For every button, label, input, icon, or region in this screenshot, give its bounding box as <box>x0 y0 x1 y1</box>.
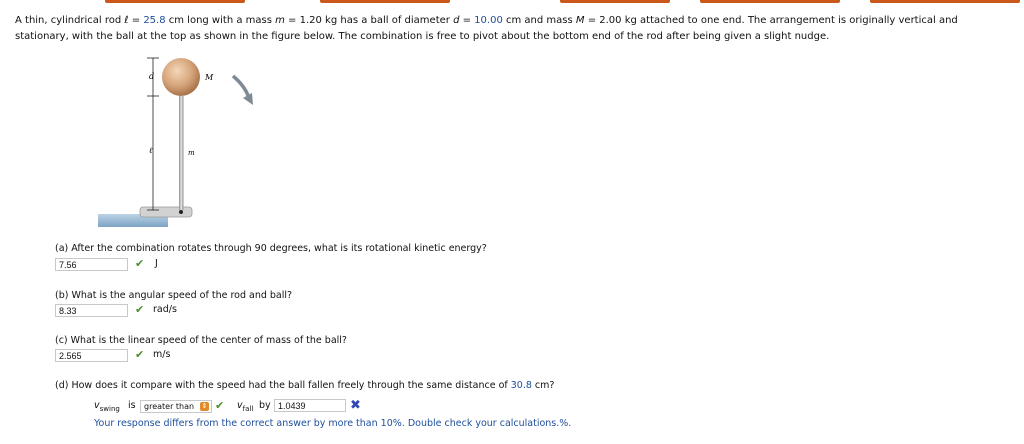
unit-c: m/s <box>153 349 171 360</box>
v-fall-label: $v_{fall}$ <box>237 400 254 413</box>
ball <box>162 58 200 96</box>
is-label: is <box>128 400 136 411</box>
select-arrow-icon[interactable]: ⇕ <box>201 402 208 410</box>
label-ell: ℓ <box>149 146 153 155</box>
tab-indicator[interactable] <box>560 0 670 3</box>
unit-b: rad/s <box>153 304 177 315</box>
problem-statement: A thin, cylindrical rod ℓ = 25.8 cm long with a mass m = 1.20 kg has a ball of diameter d = 10.00 cm and mass M = 2.00 kg attached to one end. The arrangement is originally vertical and stationary, with the ball at the top as shown in the figure below. The combination is free to pivot about the bottom end of the rod after being given a slight nudge. <box>15 15 958 42</box>
tab-indicator[interactable] <box>870 0 1020 3</box>
label-M: M <box>205 73 214 82</box>
answer-d-input[interactable]: 1.0439 <box>274 399 346 412</box>
tab-indicator[interactable] <box>320 0 450 3</box>
v-swing-label: $v_{swing}$ <box>94 400 120 413</box>
x-icon: ✖ <box>350 398 361 413</box>
pivot-point <box>179 210 183 214</box>
rod <box>179 96 184 210</box>
pivot-mount <box>140 207 192 217</box>
tab-indicator[interactable] <box>105 0 245 3</box>
question-d: (d) How does it compare with the speed had the ball fallen freely through the same distance of 30.8 cm? <box>55 380 555 391</box>
rod-length-value: 25.8 <box>143 15 166 26</box>
top-tab-strip <box>0 0 1024 6</box>
unit-a: J <box>155 258 158 269</box>
question-a: (a) After the combination rotates through 90 degrees, what is its rotational kinetic energy? <box>55 243 487 254</box>
check-icon: ✔ <box>135 303 145 316</box>
diameter-value: 10.00 <box>474 15 503 26</box>
check-icon: ✔ <box>215 399 225 412</box>
label-d: d <box>149 72 155 81</box>
tab-indicator[interactable] <box>700 0 840 3</box>
feedback-message: Your response differs from the correct answer by more than 10%. Double check your calculations.%. <box>94 418 572 429</box>
answer-c-input[interactable]: 2.565 <box>55 349 128 362</box>
distance-value: 30.8 <box>510 380 532 391</box>
answer-a-input[interactable]: 7.56 <box>55 258 128 271</box>
answer-b-input[interactable]: 8.33 <box>55 304 128 317</box>
check-icon: ✔ <box>135 257 145 270</box>
question-b: (b) What is the angular speed of the rod and ball? <box>55 290 293 301</box>
question-c: (c) What is the linear speed of the center of mass of the ball? <box>55 335 347 346</box>
rod-ball-figure <box>95 50 265 230</box>
check-icon: ✔ <box>135 348 145 361</box>
by-label: by <box>259 400 271 411</box>
label-m: m <box>188 149 195 157</box>
comparison-select[interactable]: greater than <box>140 400 212 413</box>
rotation-arrow-icon <box>233 76 249 98</box>
